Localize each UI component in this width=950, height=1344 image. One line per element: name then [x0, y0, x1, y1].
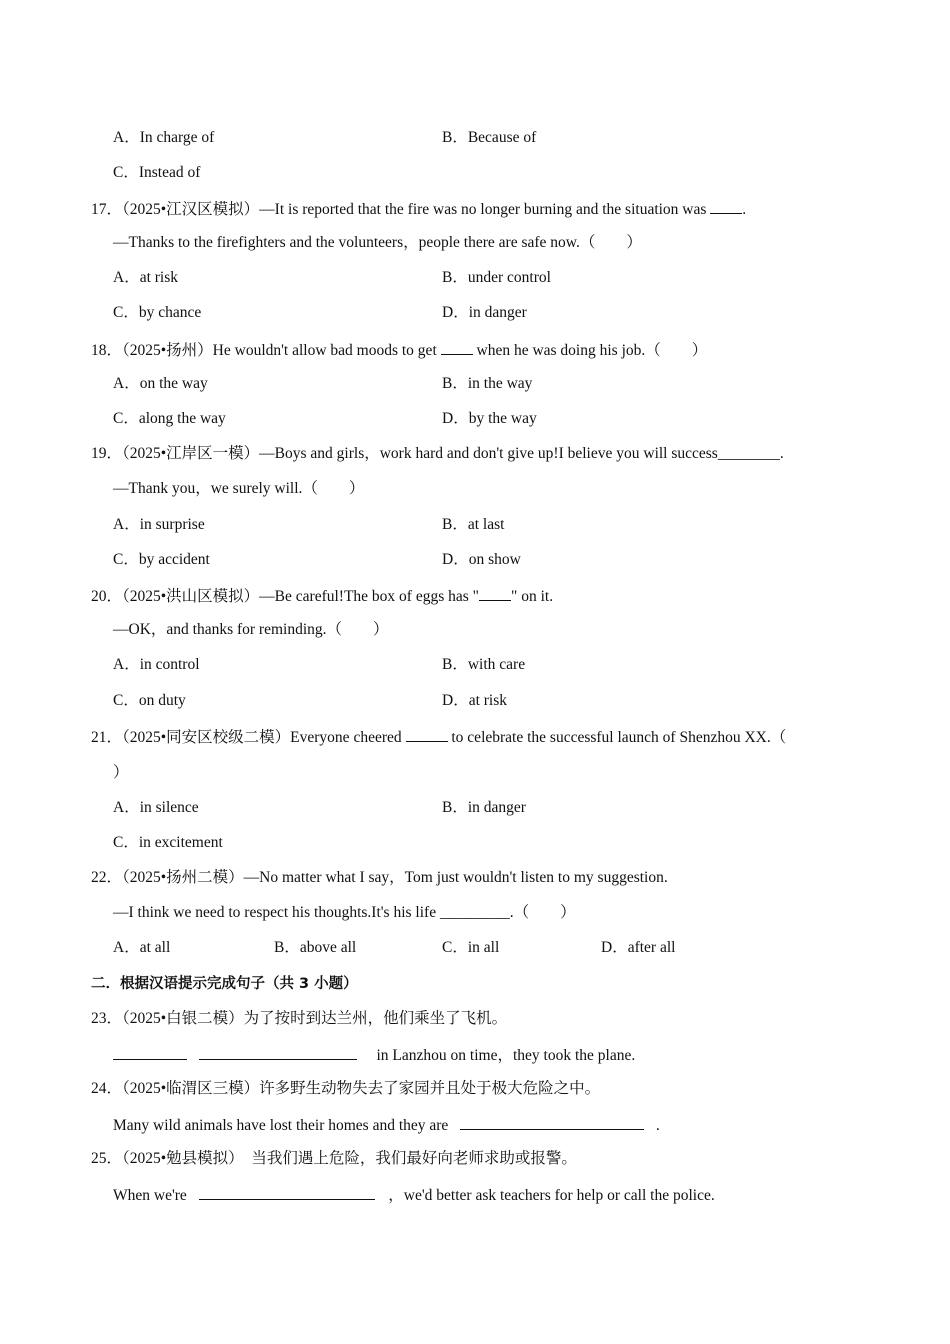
q17-option-b[interactable]: B．under control	[442, 269, 551, 286]
q21-option-b[interactable]: B．in danger	[442, 799, 526, 816]
q22-option-a[interactable]: A．at all	[113, 939, 171, 956]
q24-answer-pre: Many wild animals have lost their homes and they are	[113, 1117, 449, 1134]
q21-stem-pre: 21．（2025•同安区校级二模）Everyone cheered	[91, 729, 402, 746]
q20-option-b[interactable]: B．with care	[442, 656, 526, 673]
q25-answer-line	[113, 1184, 715, 1206]
q17-option-c[interactable]: C．by chance	[113, 304, 202, 321]
q17-stem	[91, 198, 746, 220]
q17-option-d[interactable]: D．in danger	[442, 304, 527, 321]
q24-blank[interactable]	[460, 1114, 644, 1130]
q25-blank[interactable]	[199, 1184, 375, 1200]
q23-blank-1[interactable]	[113, 1044, 187, 1060]
q18-option-a[interactable]: A．on the way	[113, 375, 208, 392]
q16-option-b[interactable]: B．Because of	[442, 129, 537, 146]
q20-option-a[interactable]: A．in control	[113, 656, 200, 673]
q17-stem-text: 17．（2025•江汉区模拟）—It is reported that the fire was no longer burning and the situation was	[91, 201, 707, 218]
q21-option-a[interactable]: A．in silence	[113, 799, 199, 816]
q16-option-a[interactable]: A．In charge of	[113, 129, 215, 146]
q19-stem: 19．（2025•江岸区一模）—Boys and girls，work hard and don't give up!I believe you will success________.	[91, 445, 784, 462]
q21-line2: ）	[113, 764, 129, 781]
q20-blank	[479, 585, 511, 601]
q18-option-c[interactable]: C．along the way	[113, 410, 226, 427]
q20-line2: —OK，and thanks for reminding.（ ）	[113, 621, 389, 638]
q21-blank	[406, 726, 448, 742]
q18-option-b[interactable]: B．in the way	[442, 375, 533, 392]
q18-stem-post: when he was doing his job.（ ）	[476, 342, 708, 359]
q19-option-a[interactable]: A．in surprise	[113, 516, 205, 533]
q20-option-c[interactable]: C．on duty	[113, 692, 186, 709]
q20-stem	[91, 585, 553, 607]
q25-stem: 25．（2025•勉县模拟） 当我们遇上危险，我们最好向老师求助或报警。	[91, 1150, 577, 1167]
q20-stem-post: " on it.	[511, 588, 554, 605]
q22-line2: —I think we need to respect his thoughts.It's his life _________.（ ）	[113, 904, 576, 921]
q23-answer-post: in Lanzhou on time，they took the plane.	[376, 1047, 636, 1064]
q18-stem-pre: 18．（2025•扬州）He wouldn't allow bad moods to get	[91, 342, 437, 359]
q18-stem	[91, 339, 707, 361]
q24-answer-post: .	[655, 1117, 660, 1134]
q17-blank	[710, 198, 742, 214]
q17-stem-tail: .	[742, 201, 747, 218]
q16-option-c[interactable]: C．Instead of	[113, 164, 201, 181]
q23-answer-line	[113, 1044, 635, 1066]
q22-option-b[interactable]: B．above all	[274, 939, 357, 956]
q25-answer-post: ，we'd better ask teachers for help or call the police.	[388, 1187, 715, 1204]
q18-option-d[interactable]: D．by the way	[442, 410, 537, 427]
q20-option-d[interactable]: D．at risk	[442, 692, 508, 709]
q20-stem-pre: 20．（2025•洪山区模拟）—Be careful!The box of eggs has "	[91, 588, 479, 605]
q21-option-c[interactable]: C．in excitement	[113, 834, 223, 851]
q19-option-b[interactable]: B．at last	[442, 516, 505, 533]
q25-answer-pre: When we're	[113, 1187, 187, 1204]
q21-stem-post: to celebrate the successful launch of Shenzhou XX.（	[451, 729, 787, 746]
q23-stem: 23．（2025•白银二模）为了按时到达兰州，他们乘坐了飞机。	[91, 1010, 508, 1027]
q24-stem: 24．（2025•临渭区三模）许多野生动物失去了家园并且处于极大危险之中。	[91, 1080, 601, 1097]
q22-stem: 22．（2025•扬州二模）—No matter what I say，Tom just wouldn't listen to my suggestion.	[91, 869, 668, 886]
q19-option-d[interactable]: D．on show	[442, 551, 521, 568]
q19-line2: —Thank you，we surely will.（ ）	[113, 480, 365, 497]
q24-answer-line	[113, 1114, 660, 1136]
q18-blank	[441, 339, 473, 355]
q17-line2: —Thanks to the firefighters and the volunteers，people there are safe now.（ ）	[113, 234, 642, 251]
q23-blank-2[interactable]	[199, 1044, 357, 1060]
q22-option-d[interactable]: D．after all	[601, 939, 676, 956]
section-2-title: 二．根据汉语提示完成句子（共 3 小题）	[91, 976, 358, 992]
q19-option-c[interactable]: C．by accident	[113, 551, 210, 568]
q21-stem	[91, 726, 786, 748]
q22-option-c[interactable]: C．in all	[442, 939, 500, 956]
q17-option-a[interactable]: A．at risk	[113, 269, 179, 286]
